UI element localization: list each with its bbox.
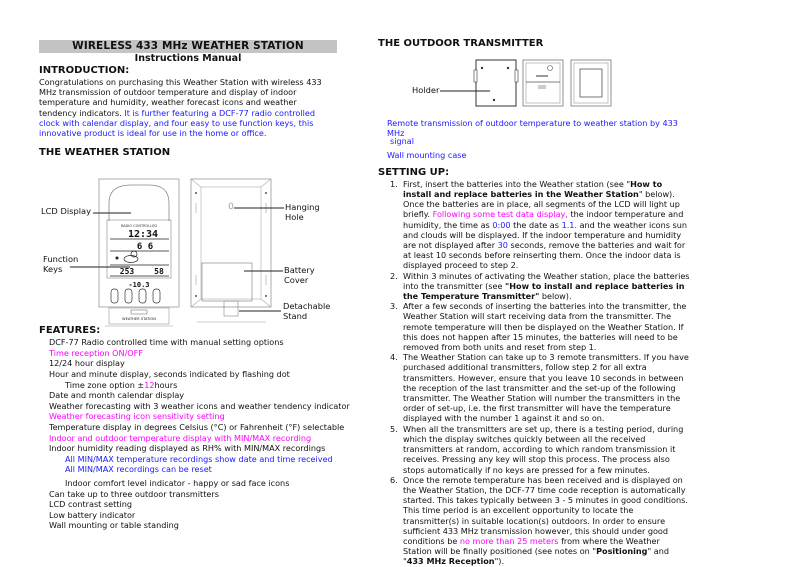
hanging-hole-label: Hanging Hole xyxy=(285,202,320,223)
step-number: 3. xyxy=(390,301,398,312)
feature-item: Wall mounting or table standing xyxy=(49,520,179,531)
feature-item: Time reception ON/OFF xyxy=(49,347,143,358)
feature-item: Weather forecasting icon sensitivity setting xyxy=(49,411,225,422)
step-number: 1. xyxy=(390,178,398,189)
introduction-heading: INTRODUCTION: xyxy=(39,65,130,76)
setup-steps-list xyxy=(378,179,690,567)
features-heading: FEATURES: xyxy=(39,325,101,337)
setup-step: 1. First, insert the batteries into the Weather station (see "How to install and replace batteries in the Weather Station" below). Once the batteries are in place, all segments of the LCD will light up briefly. Following some test data display, the indoor temperature and humidity, the time as 0:00 the date as 1.1. and the weather icons sun and clouds will be displayed. If the indoor temperature and humidity are not displayed after 30 seconds, remove the batteries and wait for at least 10 seconds before reinserting them. Once the indoor data is displayed proceed to step 2. xyxy=(390,178,688,271)
document-title: WIRELESS 433 MHz WEATHER STATION xyxy=(39,40,337,53)
document-subtitle: Instructions Manual xyxy=(134,53,242,64)
feature-item: Date and month calendar display xyxy=(49,390,185,401)
feature-item: LCD contrast setting xyxy=(49,499,132,510)
feature-item: Indoor comfort level indicator - happy or sad face icons xyxy=(65,477,290,488)
svg-text:12:34: 12:34 xyxy=(127,229,159,241)
feature-item: Temperature display in degrees Celsius (°C) or Fahrenheit (°F) selectable xyxy=(49,421,345,432)
feature-item: All MIN/MAX recordings can be reset xyxy=(65,464,212,475)
feature-item: Indoor and outdoor temperature display with MIN/MAX recording xyxy=(49,432,312,443)
feature-item: Low battery indicator xyxy=(49,509,136,520)
feature-item: All MIN/MAX temperature recordings show date and time received xyxy=(65,453,333,464)
step-number: 6. xyxy=(390,474,398,485)
svg-text:WEATHER STATION: WEATHER STATION xyxy=(122,317,156,322)
feature-item: Can take up to three outdoor transmitters xyxy=(49,488,219,499)
setup-step: 5. When all the transmitters are set up, there is a testing period, during which the display switches quickly between all the received transmitters at random, according to which random transmission it receives. Pressing any key will stop this process. The process also stops automatically if no keys are pressed for a few minutes. xyxy=(390,423,684,475)
setting-up-heading: SETTING UP: xyxy=(378,166,450,178)
feature-item: Time zone option ±12hours xyxy=(65,379,178,390)
setup-step: 4. The Weather Station can take up to 3 remote transmitters. If you have purchased additional transmitters, follow step 2 for all extra transmitters. However, ensure that you leave 10 seconds in between the reception of the last transmitter and the set-up of the following transmitter. The Weather Station will number the transmitters in the order of set-up, i.e. the first transmitter will have the temperature displayed with the number 1 against it and so on. xyxy=(390,352,689,424)
svg-text:253: 253 xyxy=(119,267,135,277)
svg-text:58: 58 xyxy=(154,267,164,277)
weather-station-heading: THE WEATHER STATION xyxy=(39,147,171,159)
holder-label: Holder xyxy=(412,85,440,95)
intro-text-blue: It is further featuring a DCF-77 radio controlled clock with calendar display, and four easy to use function keys, this innovative product is ideal for use in the home or office. xyxy=(39,107,315,139)
intro-text-black: Congratulations on purchasing this Weather Station with wireless 433 MHz transmission of outdoor temperature and display of indoor temperature and humidity, weather forecast icons and weather tendency indicators. xyxy=(39,77,322,118)
transmitter-figure xyxy=(378,54,690,116)
feature-item: Weather forecasting with 3 weather icons and weather tendency indicator xyxy=(49,400,350,411)
step-number: 5. xyxy=(390,423,398,434)
function-keys-label: Function Keys xyxy=(43,254,79,275)
feature-item: Hour and minute display, seconds indicated by flashing dot xyxy=(49,369,290,379)
setup-step: 3. After a few seconds of inserting the batteries into the transmitter, the Weather Station will start receiving data from the transmitter. The remote temperature will then be displayed on the Weather Station. If this does not happen after 15 minutes, the batteries will need to be removed from both units and reset from step 1. xyxy=(390,301,687,353)
features-list xyxy=(39,337,350,531)
transmitter-note-1-cont: signal xyxy=(390,136,414,147)
setup-step: 6. Once the remote temperature has been received and is displayed on the Weather Station, the DCF-77 time code reception is automatically started. This takes typically between 3 - 5 minutes in good conditions. This time period is an excellent opportunity to locate the transmitter(s) in suitable location(s) outdoors. In order to ensure sufficient 433 MHz transmission however, this should under good conditions be no more than 25 meters from where the Weather Station will be finally positioned (see notes on "Positioning" and "433 MHz Reception"). xyxy=(390,474,688,567)
detachable-stand-label: Detachable Stand xyxy=(283,301,331,322)
introduction-text xyxy=(39,77,337,138)
battery-cover-label: Battery Cover xyxy=(284,265,315,286)
transmitter-notes xyxy=(378,118,690,160)
svg-text:RADIO CONTROLLED: RADIO CONTROLLED xyxy=(120,224,158,229)
lcd-display-label: LCD Display xyxy=(41,206,92,217)
transmitter-note-1: Remote transmission of outdoor temperature to weather station by 433 MHz xyxy=(387,118,678,139)
feature-item: 12/24 hour display xyxy=(49,358,125,369)
feature-item: Indoor humidity reading displayed as RH% with MIN/MAX recordings xyxy=(49,443,326,454)
transmitter-note-2: Wall mounting case xyxy=(387,149,467,160)
weather-station-figure xyxy=(39,165,339,325)
svg-text:-10.3: -10.3 xyxy=(128,281,150,290)
feature-item: DCF-77 Radio controlled time with manual setting options xyxy=(49,337,284,348)
left-column xyxy=(39,40,350,531)
svg-text:6 6: 6 6 xyxy=(136,242,154,253)
step-number: 4. xyxy=(390,352,398,363)
setup-step: 2. Within 3 minutes of activating the Weather station, place the batteries into the transmitter (see "How to install and replace batteries in the Temperature Transmitter" below). xyxy=(390,270,690,302)
step-number: 2. xyxy=(390,270,398,281)
transmitter-heading: THE OUTDOOR TRANSMITTER xyxy=(378,38,544,49)
right-column xyxy=(378,38,690,567)
